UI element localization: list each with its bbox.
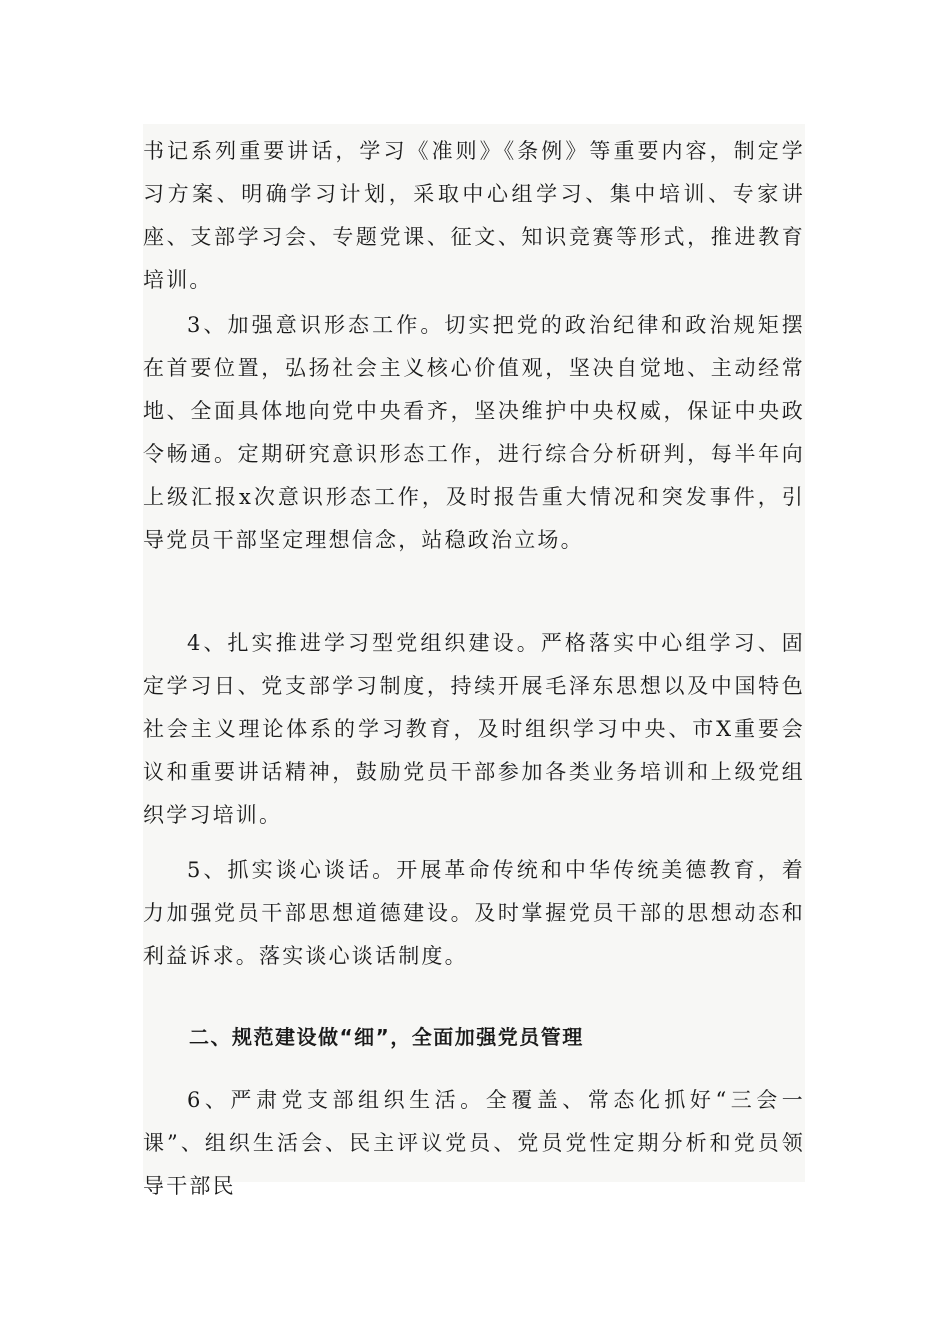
paragraph-learning-organization: 4、扎实推进学习型党组织建设。严格落实中心组学习、固定学习日、党支部学习制度，持续开展毛泽东思想以及中国特色社会主义理论体系的学习教育，及时组织学习中央、市X重要会议和重要讲话精神，鼓励党员干部参加各类业务培训和上级党组织学习培训。 [143,631,805,827]
document-page [143,124,805,1198]
paragraph-branch-life: 6、严肃党支部组织生活。全覆盖、常态化抓好“三会一课”、组织生活会、民主评议党员、党员党性定期分析和党员领导干部民 [143,1088,805,1198]
section-heading: 二、规范建设做“细”，全面加强党员管理 [189,1025,584,1049]
paragraph-ideology-work: 3、加强意识形态工作。切实把党的政治纪律和政治规矩摆在首要位置，弘扬社会主义核心价值观，坚决自觉地、主动经常地、全面具体地向党中央看齐，坚决维护中央权威，保证中央政令畅通。定期研究意识形态工作，进行综合分析研判，每半年向上级汇报x次意识形态工作，及时报告重大情况和突发事件，引导党员干部坚定理想信念，站稳政治立场。 [143,313,805,552]
paragraph-continuation: 书记系列重要讲话，学习《准则》《条例》等重要内容，制定学习方案、明确学习计划，采取中心组学习、集中培训、专家讲座、支部学习会、专题党课、征文、知识竞赛等形式，推进教育培训。 [143,139,805,292]
paragraph-heart-to-heart-talks: 5、抓实谈心谈话。开展革命传统和中华传统美德教育，着力加强党员干部思想道德建设。及时掌握党员干部的思想动态和利益诉求。落实谈心谈话制度。 [143,858,805,968]
